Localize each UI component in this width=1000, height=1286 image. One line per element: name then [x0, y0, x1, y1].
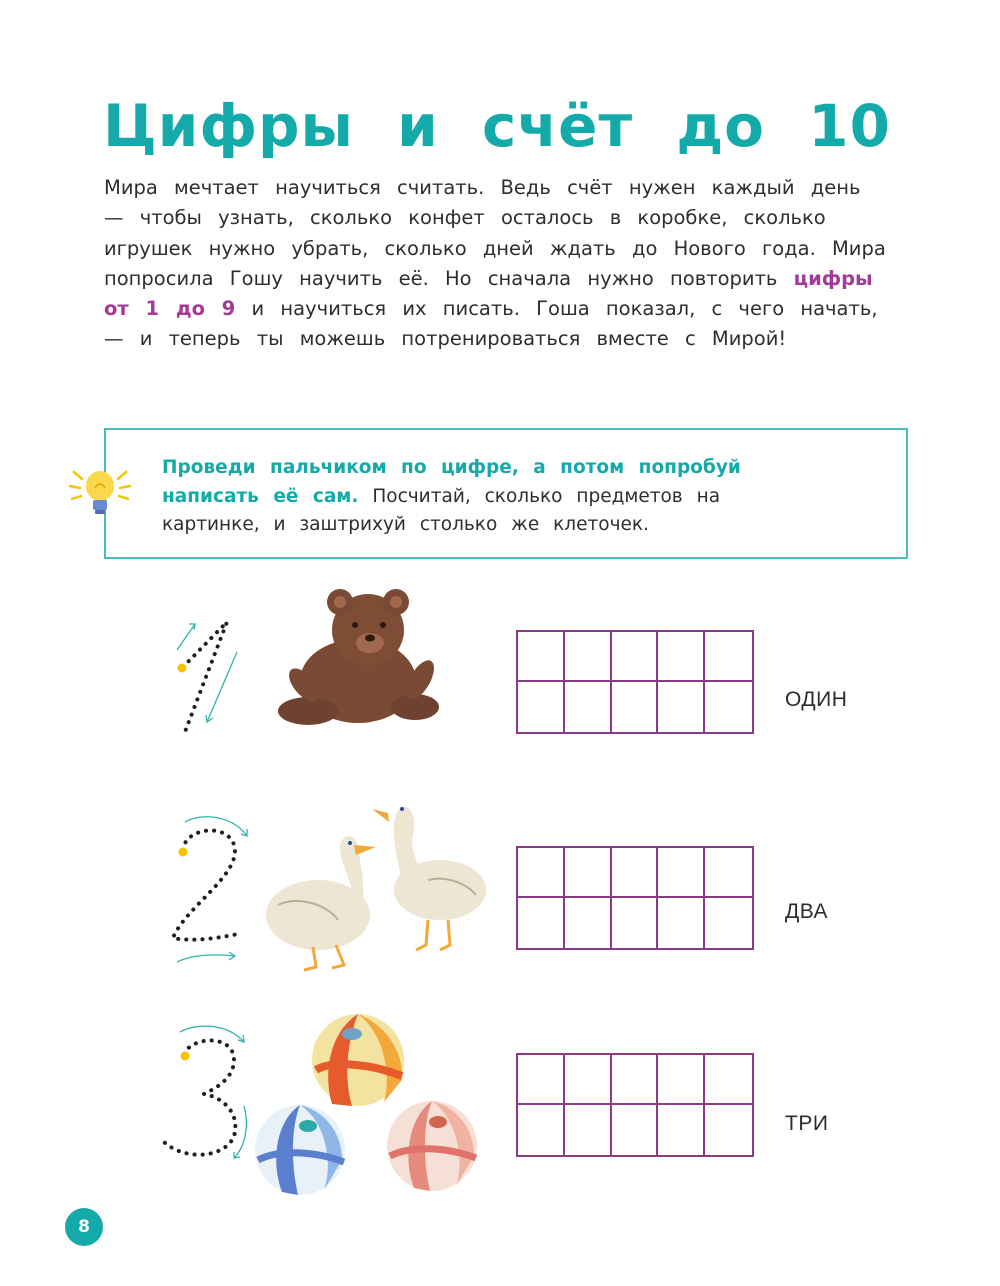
intro-text-1: Мира мечтает научиться считать. Ведь счёт нужен каждый день — чтобы узнать, сколько конфет осталось в коробке, сколько игрушек нужно убрать, сколько дней ждать до Нового года. Мира попросила Гошу научить её. Но сначала нужно повторить [104, 176, 886, 290]
grid-cell[interactable] [518, 682, 565, 732]
grid-cell[interactable] [658, 632, 705, 682]
grid-cell[interactable] [518, 632, 565, 682]
lightbulb-icon [64, 462, 136, 522]
counting-grid-1[interactable] [516, 630, 754, 734]
intro-paragraph [104, 173, 894, 355]
grid-cell[interactable] [612, 1105, 659, 1155]
grid-cell[interactable] [518, 1055, 565, 1105]
grid-cell[interactable] [565, 898, 612, 948]
grid-cell[interactable] [518, 898, 565, 948]
tip-text [162, 454, 802, 540]
number-word-2: ДВА [785, 900, 829, 923]
grid-cell[interactable] [658, 1055, 705, 1105]
grid-cell[interactable] [518, 848, 565, 898]
digit-1-tracing[interactable] [165, 612, 250, 747]
grid-cell[interactable] [705, 682, 752, 732]
counting-grid-2[interactable] [516, 846, 754, 950]
grid-cell[interactable] [565, 848, 612, 898]
grid-cell[interactable] [658, 848, 705, 898]
grid-cell[interactable] [705, 1105, 752, 1155]
grid-cell[interactable] [565, 682, 612, 732]
number-word-1: ОДИН [785, 688, 848, 711]
grid-cell[interactable] [612, 848, 659, 898]
grid-cell[interactable] [705, 848, 752, 898]
grid-cell[interactable] [658, 1105, 705, 1155]
grid-cell[interactable] [612, 682, 659, 732]
grid-cell[interactable] [612, 632, 659, 682]
grid-cell[interactable] [612, 1055, 659, 1105]
balls-picture [252, 1010, 484, 1200]
page-number: 8 [65, 1208, 103, 1246]
intro-text-2: и научиться их писать. Гоша показал, с чего начать, — и теперь ты можешь потренироваться вместе с Мирой! [104, 297, 878, 351]
grid-cell[interactable] [705, 632, 752, 682]
digit-3-tracing[interactable] [152, 1018, 252, 1168]
grid-cell[interactable] [565, 1105, 612, 1155]
grid-cell[interactable] [705, 1055, 752, 1105]
teddy-bear-picture [270, 585, 450, 730]
counting-grid-3[interactable] [516, 1053, 754, 1157]
grid-cell[interactable] [565, 632, 612, 682]
grid-cell[interactable] [658, 682, 705, 732]
grid-cell[interactable] [565, 1055, 612, 1105]
geese-picture [258, 795, 490, 975]
grid-cell[interactable] [705, 898, 752, 948]
grid-cell[interactable] [612, 898, 659, 948]
grid-cell[interactable] [518, 1105, 565, 1155]
tip-rest: Посчитай, сколько предметов на картинке, и заштрихуй столько же клеточек. [162, 485, 721, 535]
tip-emphasis: Проведи пальчиком по цифре, а потом попробуй написать её сам. [162, 457, 741, 507]
page-title: Цифры и счёт до 10 [103, 92, 891, 160]
intro-highlight: цифры от 1 до 9 [104, 266, 873, 321]
number-word-3: ТРИ [785, 1112, 829, 1135]
grid-cell[interactable] [658, 898, 705, 948]
digit-2-tracing[interactable] [163, 808, 258, 968]
